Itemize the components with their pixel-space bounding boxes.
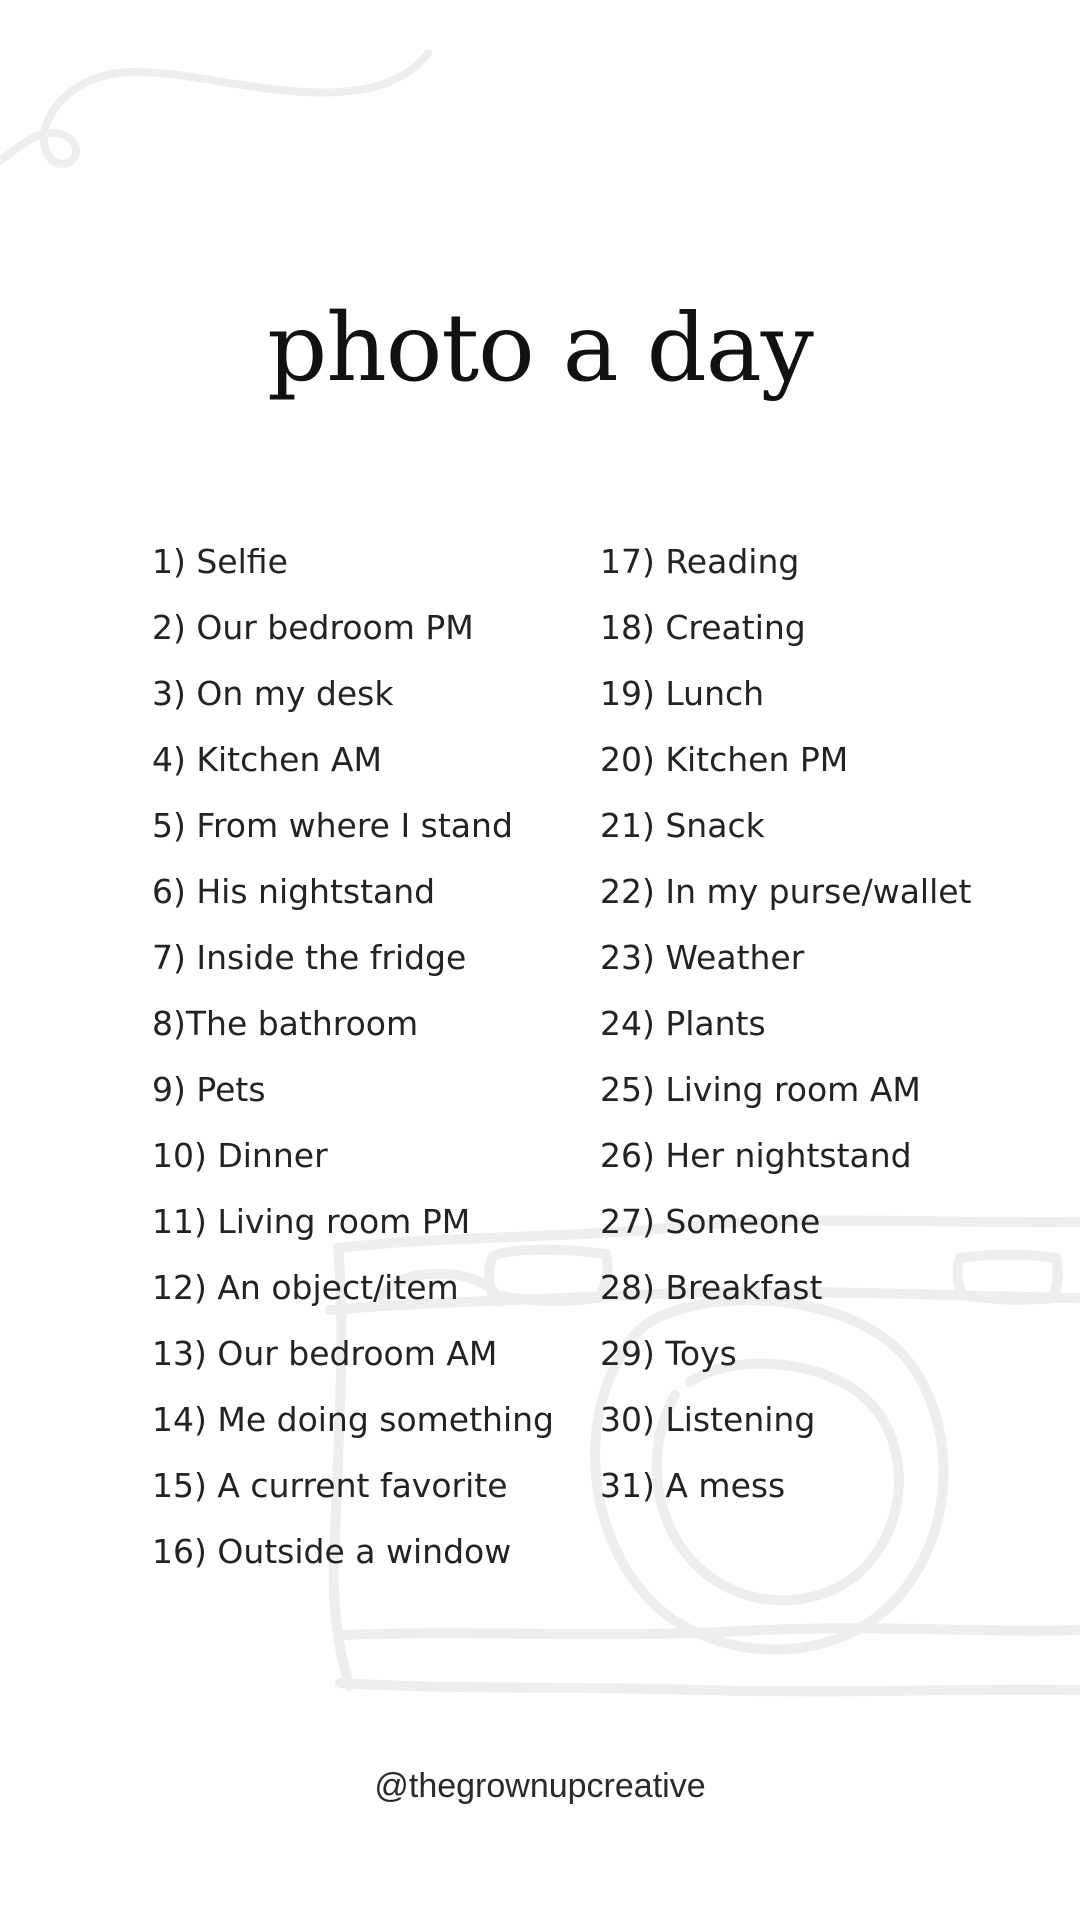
- list-item: 23) Weather: [600, 938, 805, 977]
- list-item: 11) Living room PM: [152, 1202, 471, 1241]
- list-item: 19) Lunch: [600, 674, 765, 713]
- list-item: 16) Outside a window: [152, 1532, 512, 1571]
- list-item: 22) In my purse/wallet: [600, 872, 972, 911]
- list-item: 14) Me doing something: [152, 1400, 554, 1439]
- list-item: 21) Snack: [600, 806, 765, 845]
- list-item: 7) Inside the fridge: [152, 938, 467, 977]
- list-item: 2) Our bedroom PM: [152, 608, 474, 647]
- list-item: 24) Plants: [600, 1004, 766, 1043]
- list-item: 28) Breakfast: [600, 1268, 823, 1307]
- list-item: 17) Reading: [600, 542, 800, 581]
- list-item: 8)The bathroom: [152, 1004, 419, 1043]
- list-item: 30) Listening: [600, 1400, 816, 1439]
- list-item: 26) Her nightstand: [600, 1136, 912, 1175]
- page-title: photo a day: [267, 294, 813, 403]
- list-item: 20) Kitchen PM: [600, 740, 849, 779]
- list-item: 29) Toys: [600, 1334, 737, 1373]
- list-item: 27) Someone: [600, 1202, 821, 1241]
- social-handle: @thegrownupcreative: [374, 1767, 706, 1805]
- list-item: 5) From where I stand: [152, 806, 513, 845]
- list-item: 25) Living room AM: [600, 1070, 921, 1109]
- list-item: 9) Pets: [152, 1070, 266, 1109]
- list-item: 3) On my desk: [152, 674, 394, 713]
- list-item: 4) Kitchen AM: [152, 740, 382, 779]
- prompt-list-right: [600, 538, 1040, 1528]
- list-item: 6) His nightstand: [152, 872, 436, 911]
- list-item: 13) Our bedroom AM: [152, 1334, 498, 1373]
- list-item: 1) Selfie: [152, 542, 288, 581]
- squiggle-icon: [0, 35, 450, 205]
- list-item: 15) A current favorite: [152, 1466, 508, 1505]
- list-item: 18) Creating: [600, 608, 806, 647]
- list-item: 12) An object/item: [152, 1268, 459, 1307]
- prompt-list-left: [152, 538, 572, 1594]
- list-item: 31) A mess: [600, 1466, 786, 1505]
- list-item: 10) Dinner: [152, 1136, 328, 1175]
